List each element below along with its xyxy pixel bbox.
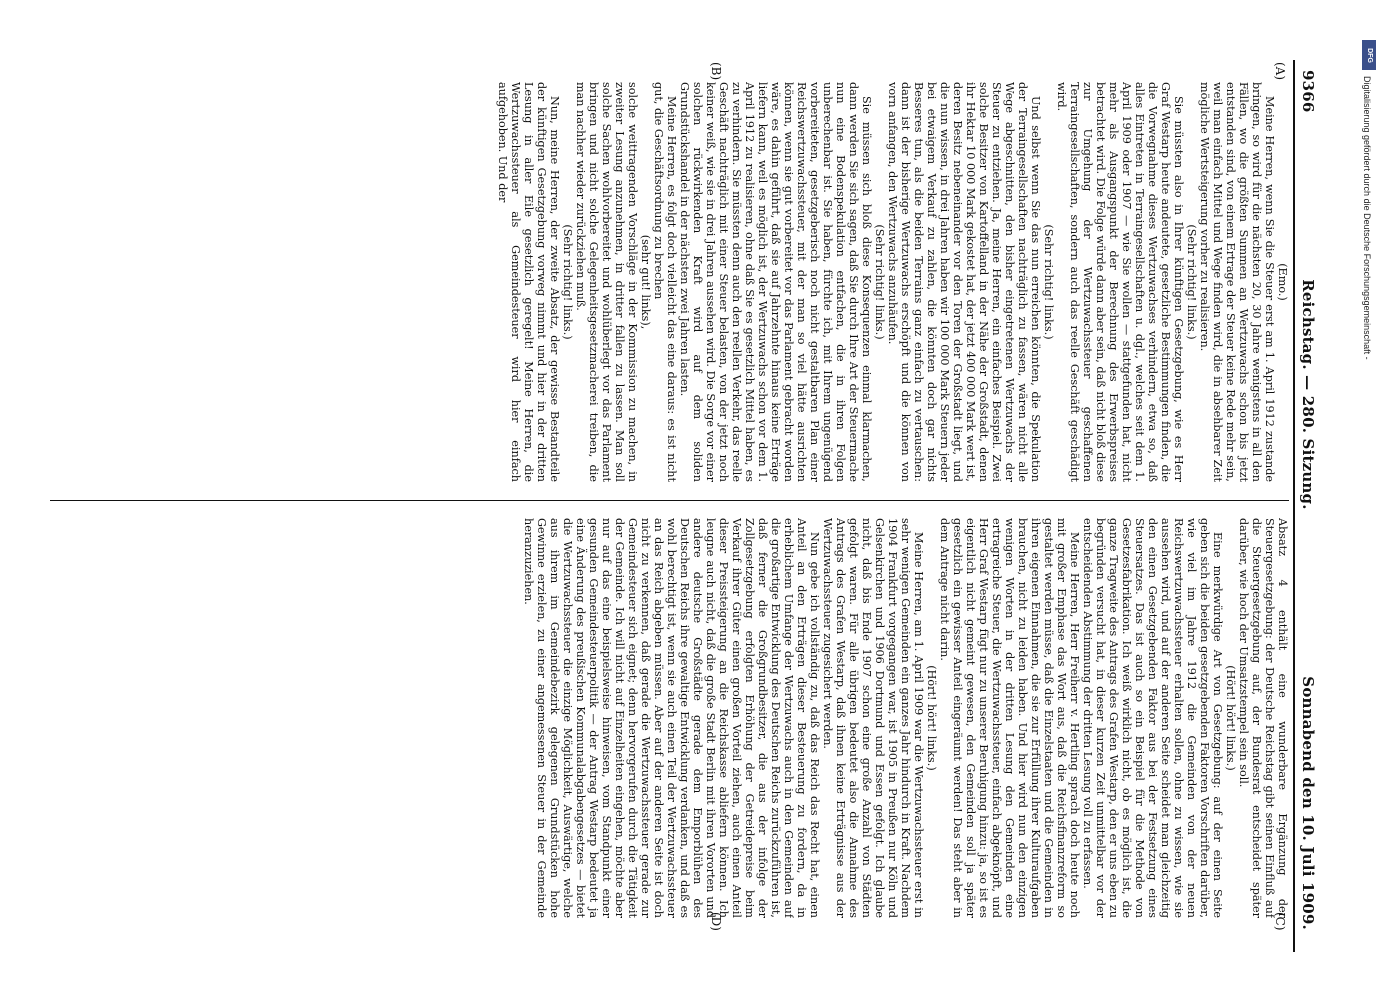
- interjection: (Sehr richtig! links.): [1042, 224, 1055, 340]
- funding-credit: [1362, 40, 1376, 940]
- paragraph: Nun gebe ich vollständig zu, daß das Reich das Recht hat, einen Anteil an den Erträgen dieser Besteuerung zu fordern, da in erheblichem Umfange der Wertzuwachs auch in den Gemeinden auf die großartige Entwicklung des Deutschen Reichs zurückzuführen ist, daß ferner die Großgrundbesitzer, die aus der infolge der Zollgesetzgebung erfolgten Erhöhung der Getreidepreise beim Verkauf ihrer Güter einen großen Vorteil ziehen, auch einen Anteil dieser Preissteigerung an die Reichskasse abliefern können. Ich leugne auch nicht, daß die große Stadt Berlin mit ihren Vororten und andere deutsche Großstädte gerade dem Emporblühen des Deutschen Reichs ihre gewaltige Entwicklung verdanken, und daß es wohl berechtigt ist, wenn sie auch einen Teil der Wertzuwachssteuer an das Reich abgeben müssen. Aber auf der anderen Seite ist doch nicht zu verkennen, daß gerade die Wertzuwachssteuer gerade zur Gemeindesteuer sich eignet; denn hervorgerufen durch die Tätigkeit der Gemeinde. Ich will nicht auf Einzelheiten eingehen, möchte aber nur auf das eine beispielsweise hinweisen, vom Standpunkt einer gesunden Gemeindesteuerpolitik — der Antrag Westarp bedeutet ja eine Änderung des preußischen Kommunalabgabengesetzes — bietet die Wertzuwachssteuer die einzige Möglichkeit, Auswärtige, welche aus ihrem im Gemeindebezirk gelegenen Grundstücken hohe Gewinne erzielen, zu einer angemessenen Steuer in der Gemeinde heranzuziehen.: [522, 518, 821, 918]
- paragraph: Meine Herren, wenn Sie die Steuer erst am 1. April 1912 zustande bringen, so wird für die nächsten 20, 30 Jahre wenigstens in all den Fällen, wo die größten Summen an Wertzuwachs schon bis jetzt entstanden sind, von einem Ertrage der Steuer keine Rede mehr sein, weil man einfach Mittel und Wege finden wird, die in absehbarer Zeit mögliche Wertsteigerung vorher zu realisieren.: [1198, 82, 1276, 482]
- paragraph: Meine Herren, es folgt doch vielleicht das eine daraus: es ist nicht gut, die Geschäftsordnung zu brechen: [652, 82, 678, 482]
- paragraph: Sie müssten also in Ihrer künftigen Gesetzgebung, wie es Herr Graf Westarp heute andeutete, gesetzliche Bestimmungen finden, die die Vorwegnahme dieses Wertzuwachses verhindern, etwa so, daß alles Eintreten in Terraingesellschaften u. dgl., welches seit dem 1. April 1909 oder 1907 — wie Sie wollen — stattgefunden hat, nicht mehr als Ausgangspunkt der Berechnung des Erwerbspreises betrachtet wird. Die Folge würde dann aber sein, daß nicht bloß diese zur Umgehung der Wertzuwachssteuer geschaffenen Terraingesellschaften, sondern auch das reelle Geschäft geschädigt wird.: [1055, 82, 1185, 482]
- paragraph: Sie müssen sich bloß diese Konsequenzen einmal klarmachen, dann werden Sie sich sagen, daß Sie durch Ihre Art der Steuermache nun eine Bodenspekulation entfachen, die in ihren Folgen unberechenbar ist. Sie haben, fürchte ich, mit Ihrem ungenügend vorbereiteten, gesetzgeberisch noch nicht gestaltbaren Plan einer Reichswertzuwachssteuer, mit der man so viel hätte ausrichten können, wenn sie gut vorbereitet vor das Parlament gebracht worden wäre, es dahin geführt, daß sie auf Jahrzehnte hinaus keine Erträge liefern kann, weil es möglich ist, der Wertzuwachs schon vor dem 1. April 1912 zu realisieren, ohne daß Sie es gesetzlich Mittel haben, es zu verhindern. Sie müssten denn auch den reellen Verkehr, das reelle Geschäft nachträglich mit einer Steuer belasten, von der jetzt noch keiner weiß, wie sie in drei Jahren aussehen wird. Die Sorge vor einer solchen rückwirkenden Kraft wird auf dem soliden Grundstückshandel in der nächsten zwei Jahren lasten.: [678, 82, 873, 482]
- interjection: (Sehr richtig! links.): [1185, 224, 1198, 340]
- page-number: 9366: [1299, 70, 1317, 113]
- session-date: Sonnabend den 10. Juli 1909.: [1299, 676, 1317, 930]
- interjection: (Hört! hört! links.): [1224, 665, 1237, 771]
- margin-mark-c: (C): [1273, 912, 1287, 931]
- paragraph: Meine Herren, Herr Freiherr v. Hertling sprach doch heute noch mit großer Emphase das Wort aus, daß die Reichsfinanzreform so gestaltet werden müsse, daß die Einzelstaaten und die Gemeinden in ihren eigenen Einnahmen, die sie zur Erfüllung ihrer Kulturaufgaben brauchen, nicht zu leiden haben. Und hier wird nun den einzigen wenigen Worten in der dritten Lesung den Gemeinden eine ertragreiche Steuer, die Wertzuwachssteuer, einfach abgeknöpft, und Herr Graf Westarp fügt nur zu unserer Beruhigung hinzu: ja, so ist es eigentlich nicht gemeint gewesen, den Gemeinden soll ja später gesetzlich ein gewisser Anteil eingeräumt werden! Das steht aber in dem Antrage nicht darin.: [938, 518, 1081, 918]
- column-divider: [50, 500, 1289, 501]
- margin-mark-a: (A): [1273, 62, 1287, 81]
- dfg-logo: DFG: [1362, 40, 1376, 70]
- margin-mark-d: (D): [709, 912, 723, 931]
- session-title: Reichstag. — 280. Sitzung.: [1299, 279, 1317, 510]
- paragraph: Und selbst wenn Sie das nun erreichen könnten, die Spekulation der Terraingesellschaften nachträglich zu fassen, wären nicht alle Wege abgeschnitten, den bisher eingetretenen Wertzuwachs der Steuer zu entziehen. Ja, meine Herren, ein einfaches Beispiel. Zwei solche Besitzer von Kartoffelland in der Nähe der Großstadt, denen ihr Hektar 10 000 Mark gekostet hat, der jetzt 400 000 Mark wert ist, deren Besitz nebeneinander vor den Toren der Großstadt liegt, und die nun wissen, in drei Jahren haben wir 100 000 Mark Steuern jeder bei etwaigem Verkauf zu zahlen, die könnten doch gar nichts Besseres tun, als die beiden Terrains ganz einfach zu vertauschen: dann ist der bisherige Wertzuwachs erschöpft und die können von vorn anfangen, den Wertzuwachs anzuhäufen.: [886, 82, 1042, 482]
- paragraph: Nun, meine Herren, der zweite Absatz, der gewisse Bestandteile der künftigen Gesetzgebung vorweg nimmt und hier in der dritten Lesung in aller Eile gesetzlich geregelt! Meine Herren, die Wertzuwachssteuer als Gemeindesteuer wird hier einfach aufgehoben. Und der: [496, 82, 561, 482]
- interjection: (sehr gut! links),: [639, 234, 652, 330]
- speaker-note: (Emo.): [1276, 263, 1289, 301]
- right-column: [50, 518, 1289, 918]
- paragraph: Absatz 4 enthält eine wunderbare Ergänzung der Steuergesetzgebung: der Deutsche Reichstag gibt seinen Einfluß auf die Steuergesetzgebung auf, der Bundesrat entscheidet später darüber, wie hoch der Umsatzstempel sein soll.: [1237, 518, 1289, 918]
- header-rule: [1293, 60, 1295, 952]
- margin-mark-b: (B): [709, 62, 723, 81]
- left-column: [50, 82, 1289, 482]
- paragraph: Eine merkwürdige Art von Gesetzgebung: auf der einen Seite geben sich die beiden gesetzgebenden Faktoren Vorschriften darüber, wie viel im Jahre 1912 die Gemeinden von der neuen Reichswertzuwachssteuer erhalten sollen, ohne zu wissen, wie sie aussehen wird, und auf der anderen Seite scheidet man gleichzeitig den einen Gesetzgebenden Faktor aus bei der Festsetzung eines Steuersatzes. Das ist auch so ein Beispiel für die Methode von Gesetzesfabrikation. Ich weiß wirklich nicht, ob es möglich ist, die ganze Tragweite des Antrags des Grafen Westarp, den er uns eben zu begründen versucht hat, in dieser kurzen Zeit unmittelbar vor der entscheidenden Abstimmung der dritten Lesung voll zu erfassen.: [1081, 518, 1224, 918]
- interjection: (Sehr richtig! links.): [561, 224, 574, 340]
- paragraph: solche weittragenden Vorschläge in der Kommission zu machen, in zweiter Lesung anzunehmen, in dritter fallen zu lassen. Man soll solche Sachen wohlvorbereitet und wohlüberlegt vor das Parlament bringen und nicht solche Gelegenheitsgesetzmacherei treiben, die man nachher wieder zurückziehen muß.: [574, 82, 639, 482]
- interjection: (Sehr richtig! links.): [873, 224, 886, 340]
- page-header: [1299, 70, 1325, 930]
- paragraph: Meine Herren, am 1. April 1909 war die Wertzuwachssteuer erst in sehr wenigen Gemeinden ein ganzes Jahr hindurch in Kraft. Nachdem 1904 Frankfurt vorgegangen war, ist 1905 in Preußen nur Köln und Gelsenkirchen und 1906 Dortmund und Essen gefolgt. Ich glaube nicht, daß bis Ende 1907 schon eine große Anzahl von Städten gefolgt waren. Für alle übrigen bedeutet also die Annahme des Antrags des Grafen Westarp, daß ihnen keine Erträgnisse aus der Wertzuwachssteuer zugesichert werden.: [821, 518, 925, 918]
- credit-text: Digitalisierung gefördert durch die Deutsche Forschungsgemeinschaft -: [1362, 76, 1372, 360]
- interjection: (Hört! hört! links.): [925, 665, 938, 771]
